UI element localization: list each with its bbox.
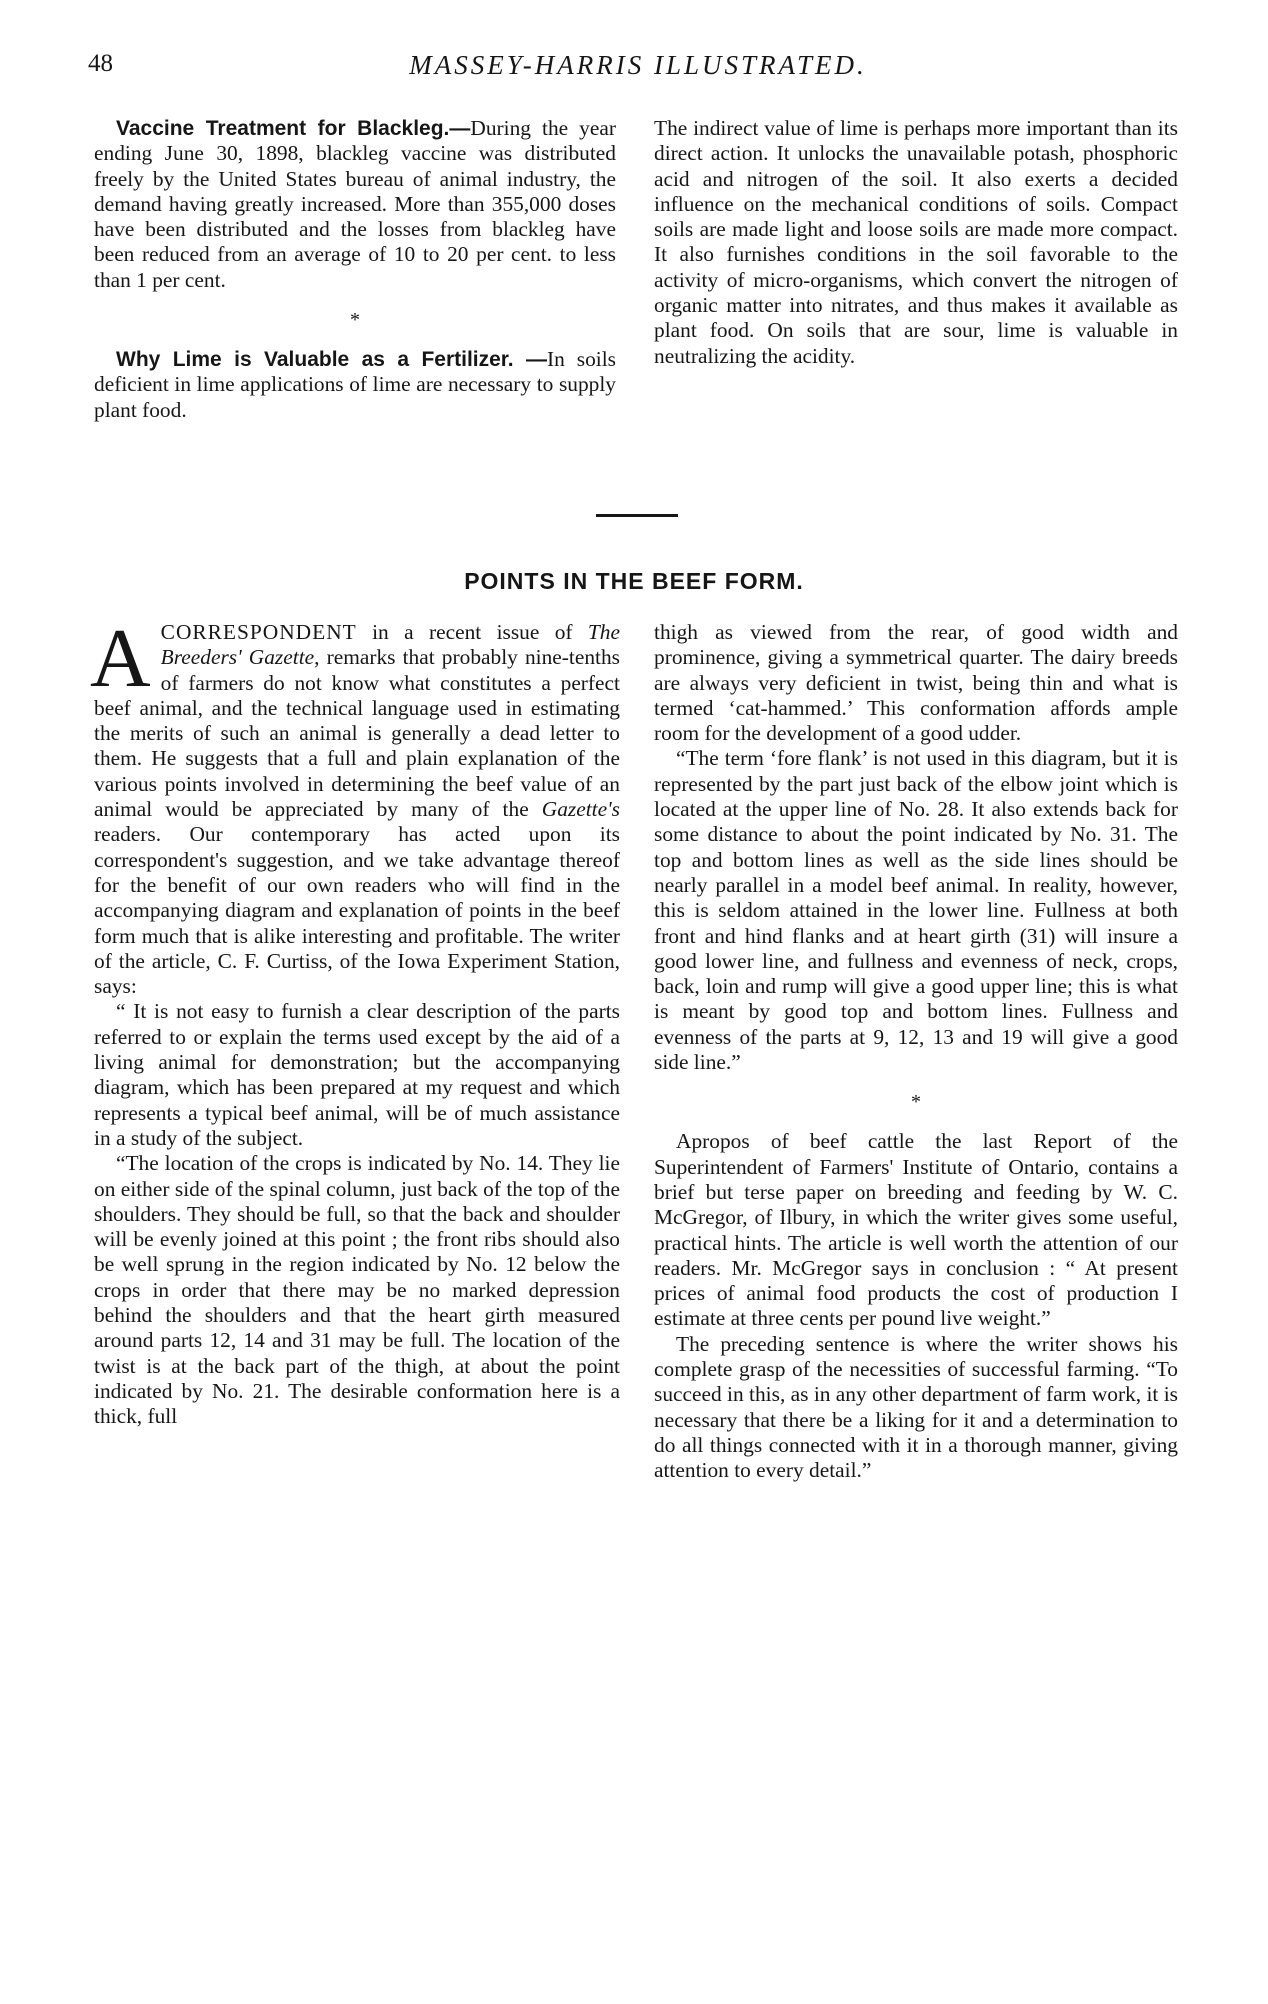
lime-body: In soils deficient in lime applications of lime are necessary to supply plant food. <box>94 347 616 422</box>
article-paragraph-6: The preceding sentence is where the writer shows his complete grasp of the necessities of successful farming. “To succeed in this, as in any other department of farm work, it is necessary that there be a liking for it and a determination to do all things connected with it in a thorough manner, giving attention to every detail.” <box>654 1331 1178 1483</box>
article-title: POINTS IN THE BEEF FORM. <box>464 568 804 594</box>
p1-italic-gazette: Gazette's <box>541 797 620 822</box>
article-paragraph-3-continued: thigh as viewed from the rear, of good width and prominence, giving a symmetrical quarter. The dairy breeds are always very deficient in twist, being thin and what is termed ‘cat-hammed.’ This conformation affords ample room for the development of a good udder. <box>654 620 1178 746</box>
page-number: 48 <box>88 50 113 77</box>
section-ornament: * <box>350 309 360 332</box>
lime-title: Why Lime is Valuable as a Fertilizer. — <box>116 348 548 372</box>
top-left-column <box>94 116 616 423</box>
p1-italic-publication: The Breeders' Gazette <box>160 620 620 670</box>
lime-continuation: The indirect value of lime is perhaps more important than its direct action. It unlocks the unavailable potash, phosphoric acid and nitrogen of the soil. It also exerts a decided influence on the mechanical conditions of soils. Compact soils are made light and loose soils are made more compact. It also furnishes conditions in the soil favorable to the activity of micro-organisms, which convert the nitrogen of organic matter into nitrates, and thus makes it available as plant food. On soils that are sour, lime is valuable in neutralizing the acidity. <box>654 116 1178 368</box>
running-title: MASSEY-HARRIS ILLUSTRATED. <box>409 50 867 80</box>
running-header <box>88 50 1188 90</box>
article-paragraph-5: Apropos of beef cattle the last Report of the Superintendent of Farmers' Institute of Ontario, contains a brief but terse paper on breeding and feeding by W. C. McGregor, of Ilbury, in which the writer gives some useful, practical hints. The article is well worth the attention of our readers. Mr. McGregor says in conclusion : “ At present prices of animal food products the cost of production I estimate at three cents per pound live weight.” <box>654 1129 1178 1331</box>
lead-caps: CORRESPONDENT <box>160 620 357 644</box>
article-paragraph-1 <box>90 612 621 999</box>
section-ornament-2: * <box>911 1091 921 1114</box>
article-right-column <box>654 620 1178 1484</box>
article-paragraph-2: “ It is not easy to furnish a clear description of the parts referred to or explain the terms used except by the aid of a living animal for demonstration; but the accompanying diagram, which has been prepared at my request and which represents a typical beef animal, will be of much assistance in a study of the subject. <box>94 999 620 1150</box>
p1-part-b: , remarks that probably nine-tenths of farmers do not know what constitutes a perfect beef animal, and the technical language used in estimating the merits of such an animal is generally a dead letter to them. He suggests that a full and plain explanation of the various points involved in determining the beef value of an animal would be appreciated by many of the <box>94 645 621 822</box>
article-paragraph-3: “The location of the crops is indicated by No. 14. They lie on either side of the spinal column, just back of the top of the shoulders. They should be full, so that the back and shoulder will be evenly joined at this point ; the front ribs should also be well sprung in the region indicated by No. 12 below the crops in order that there may be no marked depression behind the shoulders and that the heart girth measured around parts 12, 14 and 31 may be full. The location of the twist is at the back part of the thigh, at about the point indicated by No. 21. The desirable conformation here is a thick, full <box>94 1151 620 1429</box>
article-paragraph-4: “The term ‘fore flank’ is not used in this diagram, but it is represented by the part just back of the elbow joint which is located at the upper line of No. 28. It also extends back for some distance to about the point indicated by No. 31. The top and bottom lines as well as the side lines should be nearly parallel in a model beef animal. In reality, however, this is seldom attained in the lower line. Fullness at both front and hind flanks and at heart girth (31) will insure a good lower line, and fullness and evenness of neck, crops, back, loin and rump will give a good upper line; this is what is meant by good top and bottom lines. Fullness and evenness of the parts at 9, 12, 13 and 19 will give a good side line.” <box>654 746 1178 1075</box>
p1-part-c: readers. Our contemporary has acted upon its correspondent's suggestion, and we take advantage thereof for the benefit of our own readers who will find in the accompanying diagram and explanation of points in the beef form much that is alike interesting and profitable. The writer of the article, C. F. Curtiss, of the Iowa Experiment Station, says: <box>94 822 620 999</box>
blackleg-body: During the year ending June 30, 1898, blackleg vaccine was distributed freely by the United States bureau of animal industry, the demand having greatly increased. More than 355,000 doses have been distributed and the losses from blackleg have been reduced from an average of 10 to 20 per cent. to less than 1 per cent. <box>94 116 616 292</box>
drop-cap: A <box>90 612 151 705</box>
p1-part-a: in a recent issue of <box>356 620 588 644</box>
top-right-column <box>654 116 1178 369</box>
blackleg-item <box>94 116 616 293</box>
article-left-column <box>90 612 621 1430</box>
lime-item <box>94 347 616 423</box>
blackleg-title: Vaccine Treatment for Blackleg.— <box>116 117 471 140</box>
section-divider <box>596 514 678 517</box>
